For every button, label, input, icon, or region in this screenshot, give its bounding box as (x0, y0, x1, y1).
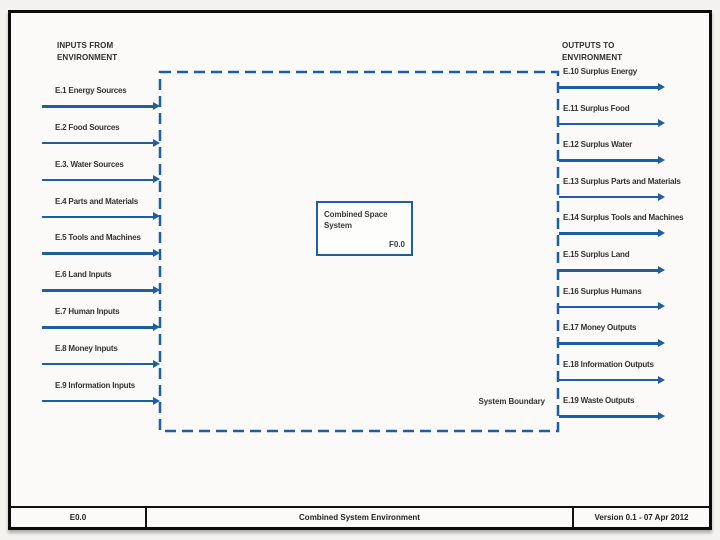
system-box-name: Combined Space System (324, 210, 388, 230)
output-flow-label: E.13 Surplus Parts and Materials (563, 176, 681, 186)
footer-version: Version 0.1 - 07 Apr 2012 (572, 508, 709, 527)
output-flow-label: E.18 Information Outputs (563, 359, 654, 369)
input-flow-label: E.8 Money Inputs (55, 343, 118, 353)
input-flow-label: E.3. Water Sources (55, 159, 124, 169)
input-flow-label: E.6 Land Inputs (55, 270, 112, 280)
output-flow-label: E.14 Surplus Tools and Machines (563, 213, 684, 223)
footer-diagram-title: Combined System Environment (299, 513, 420, 522)
output-flow-label: E.11 Surplus Food (563, 103, 630, 113)
input-flow-label: E.9 Information Inputs (55, 380, 136, 390)
system-box-id: F0.0 (388, 240, 405, 249)
input-flow-label: E.1 Energy Sources (55, 86, 127, 95)
output-flow-label: E.17 Money Outputs (563, 323, 637, 333)
inputs-header-line1: INPUTS FROM (57, 41, 114, 50)
outputs-header-line1: OUTPUTS TO (562, 41, 615, 50)
inputs-header-line2: ENVIRONMENT (57, 53, 118, 62)
output-flow-label: E.16 Surplus Humans (563, 286, 642, 296)
diagram-frame (8, 10, 712, 530)
footer-diagram-id: E0.0 (11, 508, 147, 527)
output-flow-label: E.15 Surplus Land (563, 250, 630, 259)
output-flow-label: E.19 Waste Outputs (563, 396, 635, 406)
input-flow-label: E.7 Human Inputs (55, 307, 120, 317)
output-flow-label: E.10 Surplus Energy (563, 67, 638, 76)
outputs-header-line2: ENVIRONMENT (562, 53, 623, 62)
input-flow-label: E.2 Food Sources (55, 122, 120, 132)
input-flow-label: E.4 Parts and Materials (55, 196, 138, 206)
input-flow-label: E.5 Tools and Machines (55, 233, 141, 243)
output-flow-label: E.12 Surplus Water (563, 140, 633, 150)
system-boundary-label: System Boundary (478, 397, 545, 406)
